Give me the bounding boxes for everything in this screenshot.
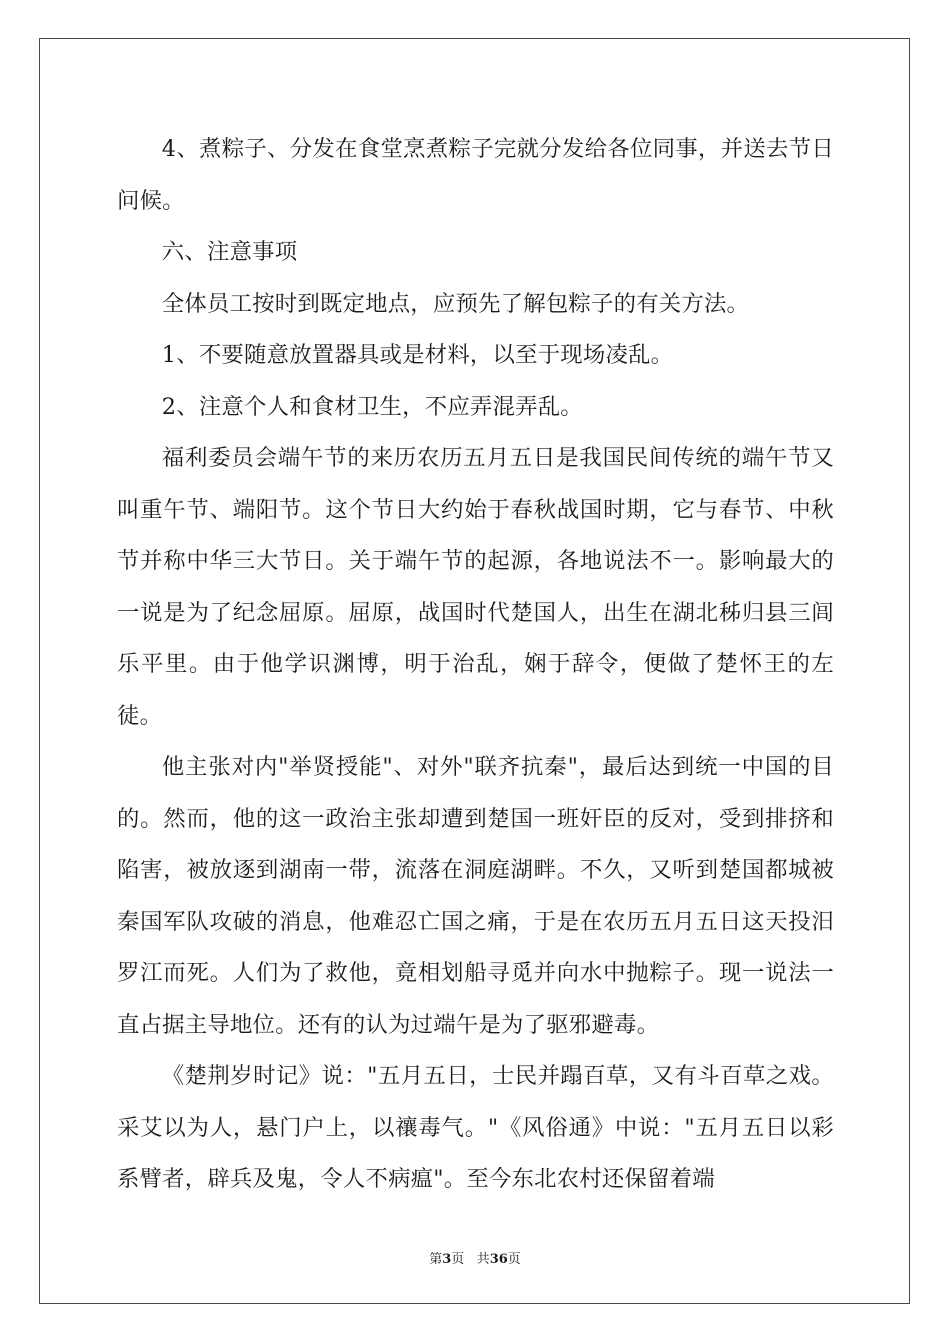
page-prefix: 第 (429, 1252, 443, 1267)
page-footer (0, 1248, 950, 1267)
paragraph-5: 2、注意个人和食材卫生，不应弄混弄乱。 (161, 393, 583, 420)
page-unit: 页 (451, 1252, 465, 1267)
current-page-number: 3 (442, 1252, 452, 1267)
total-page-number: 36 (489, 1252, 508, 1267)
paragraph-7: 他主张对内"举贤授能"、对外"联齐抗秦"，最后达到统一中国的目的。然而，他的这一政治主张却遭到楚国一班奸臣的反对，受到排挤和陷害，被放逐到湖南一带，流落在洞庭湖畔。不久，又听到楚国都城被秦国军队攻破的消息，他难忍亡国之痛，于是在农历五月五日这天投汨罗江而死。人们为了救他，竟相划船寻觅并向水中抛粽子。现一说法一直占据主导地位。还有的认为过端午是为了驱邪避毒。 (117, 754, 834, 1038)
paragraph-3: 全体员工按时到既定地点，应预先了解包粽子的有关方法。 (161, 290, 750, 317)
paragraph-1: 4、煮粽子、分发在食堂烹煮粽子完就分发给各位同事，并送去节日问候。 (117, 136, 834, 214)
document-body (117, 124, 834, 1206)
paragraph-2: 六、注意事项 (161, 239, 298, 265)
total-prefix: 共 (476, 1252, 490, 1267)
paragraph-4: 1、不要随意放置器具或是材料，以至于现场凌乱。 (161, 342, 674, 368)
paragraph-6: 福利委员会端午节的来历农历五月五日是我国民间传统的端午节又叫重午节、端阳节。这个节日大约始于春秋战国时期，它与春节、中秋节并称中华三大节日。关于端午节的起源，各地说法不一。影响最大的一说是为了纪念屈原。屈原，战国时代楚国人，出生在湖北秭归县三闾乐平里。由于他学识渊博，明于治乱，娴于辞令，便做了楚怀王的左徒。 (117, 445, 834, 729)
paragraph-8: 《楚荆岁时记》说："五月五日，士民并蹋百草，又有斗百草之戏。采艾以为人，悬门户上，以禳毒气。"《风俗通》中说："五月五日以彩系臂者，辟兵及鬼，令人不病瘟"。至今东北农村还保留着端 (117, 1063, 834, 1192)
total-unit: 页 (507, 1252, 521, 1267)
